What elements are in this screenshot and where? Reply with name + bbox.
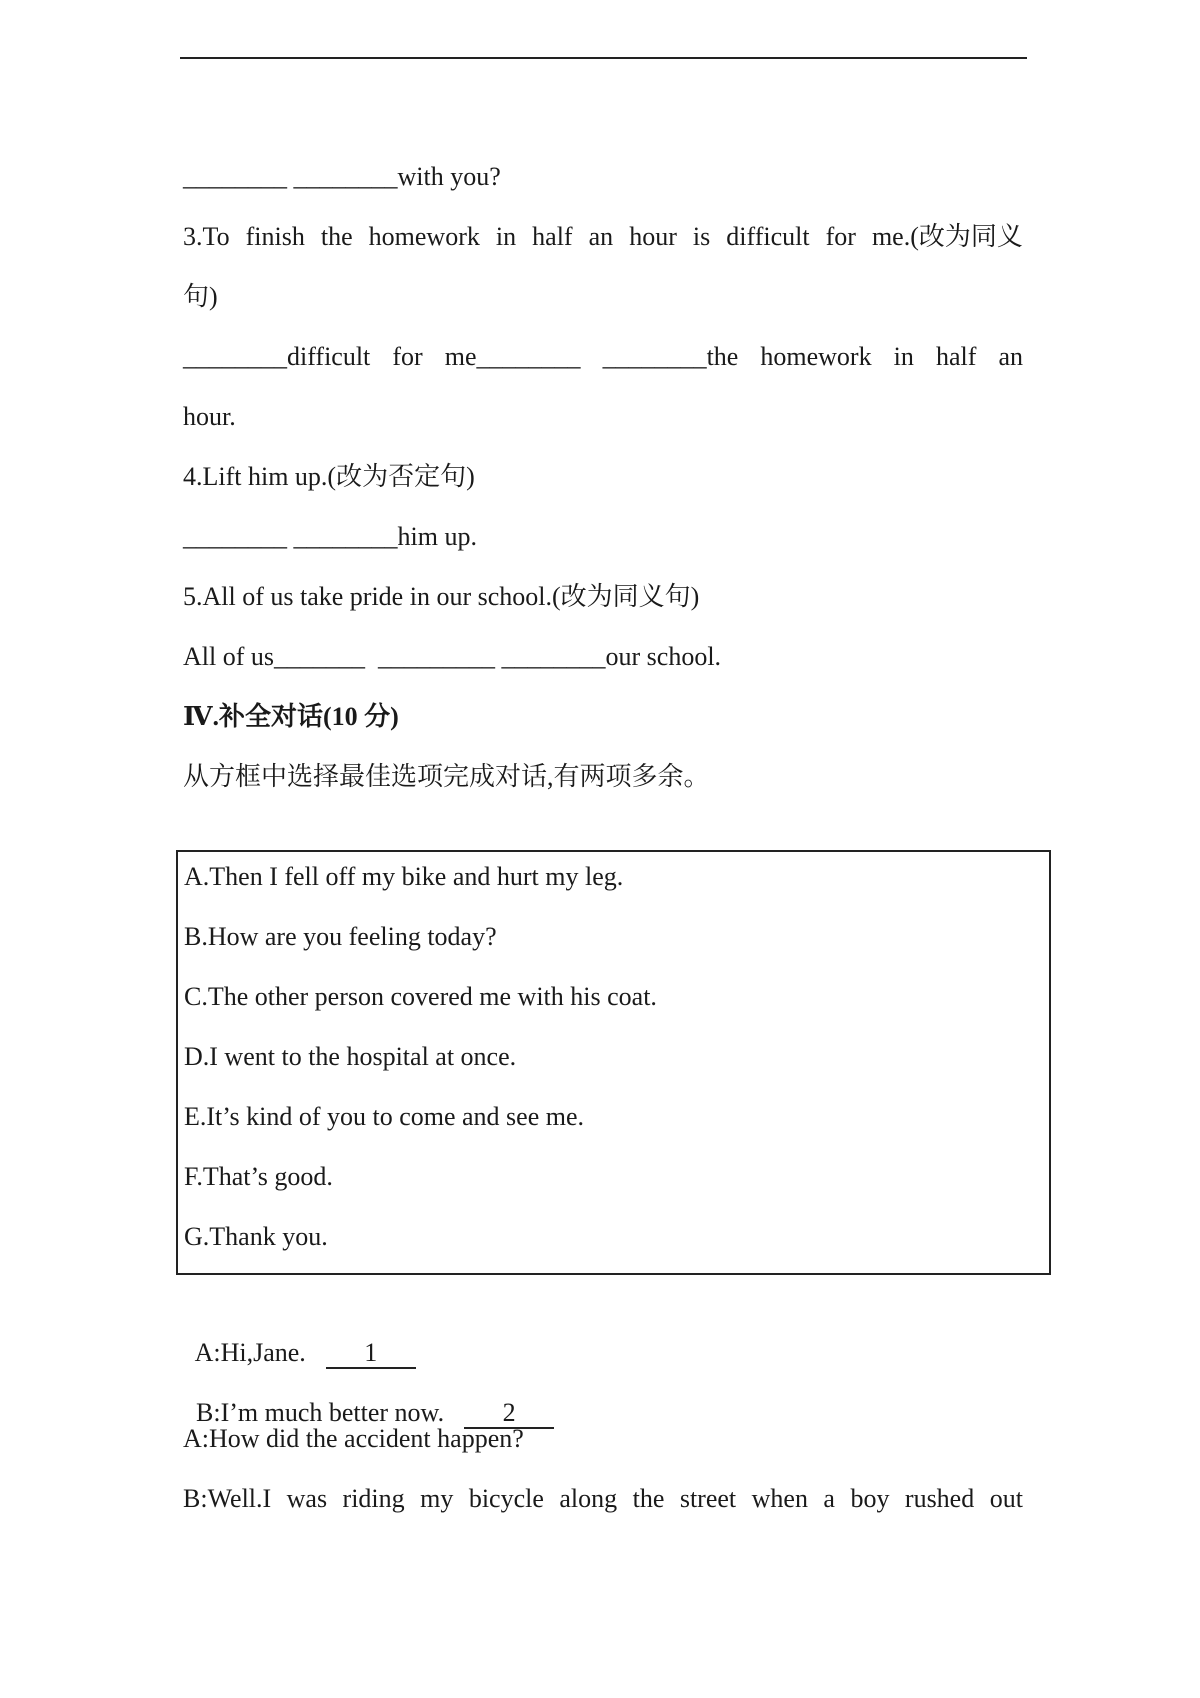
- answer-line-3: [183, 340, 1023, 374]
- dialogue-b2-word: was: [286, 1484, 328, 1513]
- answer-line-4: ________ ________him up.: [183, 522, 477, 551]
- dialogue-b2: [183, 1482, 1023, 1516]
- answer-line-3-word: ________the: [602, 342, 739, 371]
- options-box: [176, 850, 1051, 1275]
- section-heading: Ⅳ.补全对话(10 分): [183, 702, 399, 731]
- question-4: 4.Lift him up.(改为否定句): [183, 462, 475, 491]
- section-instruction: 从方框中选择最佳选项完成对话,有两项多余。: [183, 762, 710, 791]
- dialogue-b2-word: along: [559, 1484, 618, 1513]
- dialogue-b2-word: out: [989, 1484, 1023, 1513]
- answer-line-3-tail: hour.: [183, 402, 236, 431]
- question-3-word: homework: [368, 222, 480, 251]
- dialogue-b1: [183, 1362, 554, 1430]
- answer-line-2: ________ ________with you?: [183, 162, 501, 191]
- dialogue-b2-word: a: [823, 1484, 835, 1513]
- dialogue-blank-1[interactable]: 1: [326, 1339, 416, 1369]
- answer-line-3-word: for: [392, 342, 423, 371]
- answer-line-3-word: an: [998, 342, 1023, 371]
- dialogue-b2-word: street: [679, 1484, 737, 1513]
- question-3-word: hour: [629, 222, 677, 251]
- dialogue-b2-word: riding: [342, 1484, 405, 1513]
- dialogue-b2-word: B:Well.I: [183, 1484, 272, 1513]
- option-d: D.I went to the hospital at once.: [184, 1042, 517, 1071]
- question-3-word: for: [825, 222, 856, 251]
- dialogue-b2-word: boy: [850, 1484, 890, 1513]
- dialogue-b2-word: bicycle: [468, 1484, 544, 1513]
- option-a: A.Then I fell off my bike and hurt my leg.: [184, 862, 624, 891]
- dialogue-b2-word: the: [632, 1484, 665, 1513]
- question-3-word: finish: [245, 222, 305, 251]
- dialogue-a1: [183, 1302, 416, 1370]
- question-3: [183, 220, 1023, 254]
- question-3-word: the: [320, 222, 353, 251]
- answer-line-3-word: half: [935, 342, 977, 371]
- option-e: E.It’s kind of you to come and see me.: [184, 1102, 585, 1131]
- answer-line-5: All of us_______ _________ ________our school.: [183, 642, 722, 671]
- answer-line-3-word: me________: [444, 342, 581, 371]
- dialogue-b2-word: when: [751, 1484, 808, 1513]
- question-3-word: is: [692, 222, 711, 251]
- dialogue-b1-text: B:I’m much better now.: [196, 1398, 445, 1427]
- question-3-word: 3.To: [183, 222, 230, 251]
- option-b: B.How are you feeling today?: [184, 922, 497, 951]
- question-3-word: me.(改为同义: [871, 222, 1023, 251]
- page-header-rule: [180, 57, 1027, 59]
- question-3-word: in: [495, 222, 517, 251]
- question-3-word: half: [532, 222, 573, 251]
- dialogue-blank-2[interactable]: 2: [464, 1399, 554, 1429]
- question-5: 5.All of us take pride in our school.(改为同义句): [183, 582, 700, 611]
- dialogue-a1-text: A:Hi,Jane.: [194, 1338, 306, 1367]
- answer-line-3-word: in: [893, 342, 914, 371]
- question-3-tail: 句): [183, 282, 218, 311]
- dialogue-b2-word: my: [420, 1484, 454, 1513]
- question-3-word: an: [588, 222, 614, 251]
- dialogue-a2: A:How did the accident happen?: [183, 1424, 524, 1453]
- answer-line-3-word: ________difficult: [183, 342, 371, 371]
- question-3-word: difficult: [726, 222, 810, 251]
- option-f: F.That’s good.: [184, 1162, 333, 1191]
- option-c: C.The other person covered me with his coat.: [184, 982, 657, 1011]
- option-g: G.Thank you.: [184, 1222, 328, 1251]
- answer-line-3-word: homework: [760, 342, 872, 371]
- dialogue-b2-word: rushed: [904, 1484, 975, 1513]
